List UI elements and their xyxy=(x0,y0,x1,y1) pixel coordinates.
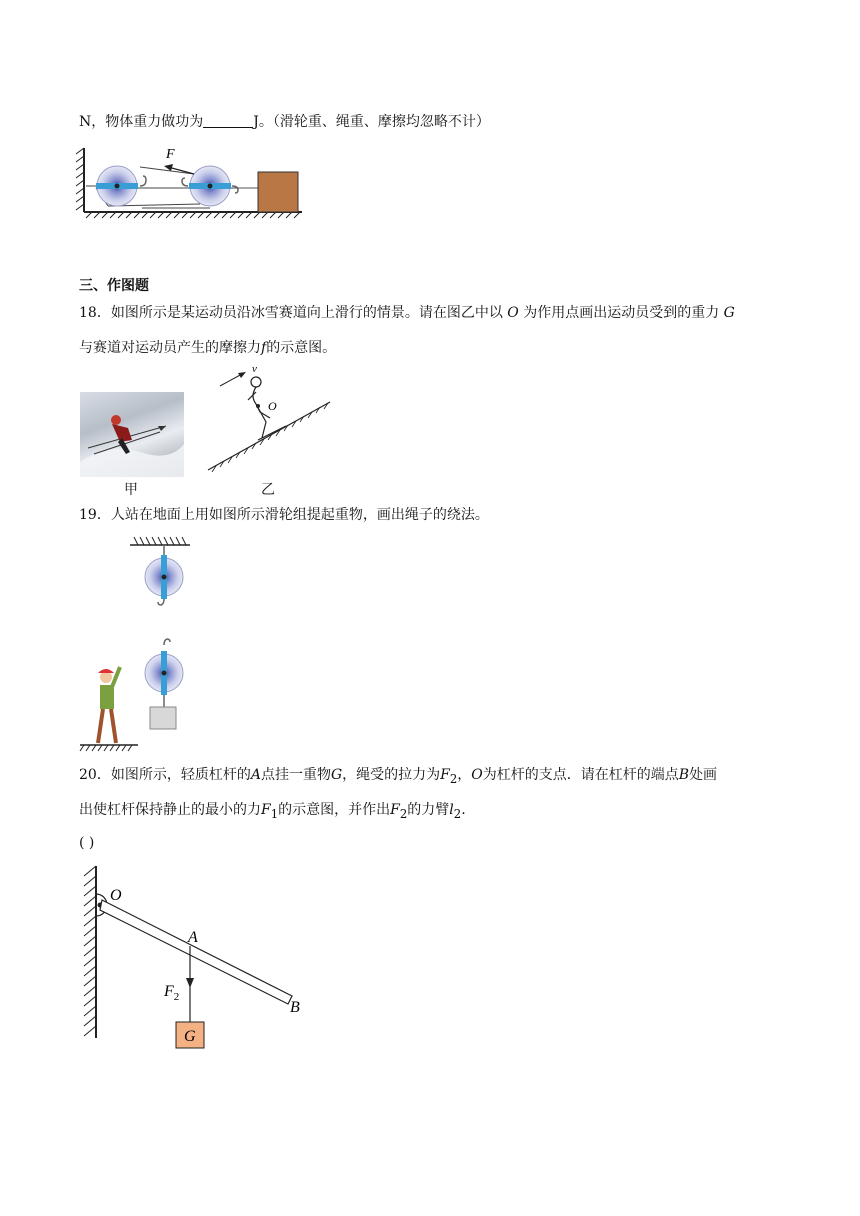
q19-pulley-figure xyxy=(76,535,196,753)
q20-l2-F1-sub: 1 xyxy=(270,806,279,821)
q17-answer-blank xyxy=(203,113,253,128)
q17-text xyxy=(79,112,490,132)
left-pulley xyxy=(96,166,146,206)
label-B: B xyxy=(290,999,300,1016)
label-O: O xyxy=(110,887,122,904)
label-A: A xyxy=(188,929,198,946)
stick-skier xyxy=(248,377,286,440)
q20-l2-c: 的力臂 xyxy=(407,802,450,818)
wall-hatching xyxy=(76,148,84,212)
ground-hatching xyxy=(84,212,302,218)
force-label-F: F xyxy=(166,147,175,162)
q18-l2-b: 的示意图。 xyxy=(266,340,337,356)
q20-l2-F2-sub: 2 xyxy=(399,806,408,821)
block xyxy=(258,172,298,212)
q19-text: 19．人站在地面上用如图所示滑轮组提起重物，画出绳子的绕法。 xyxy=(79,507,489,523)
q18-text-line1 xyxy=(79,303,735,323)
label-F2-letter: F xyxy=(164,983,174,1000)
q18-l1-a: 18．如图所示是某运动员沿冰雪赛道向上滑行的情景。请在图乙中以 xyxy=(79,305,503,321)
q20-l1-f: 处画 xyxy=(689,767,718,783)
section-title: 三、作图题 xyxy=(79,278,149,294)
q20-l1-e: 为杠杆的支点．请在杠杆的端点 xyxy=(482,767,679,783)
q20-l1-c: ，绳受的拉力为 xyxy=(342,767,441,783)
q18-slope-diagram xyxy=(200,362,340,474)
q20-l1-O: O xyxy=(471,767,483,783)
movable-pulley xyxy=(145,639,183,707)
q20-l1-A: A xyxy=(250,767,261,783)
fixed-pulley xyxy=(145,545,183,605)
label-G: G xyxy=(184,1028,196,1045)
label-F2 xyxy=(163,983,179,1003)
ceiling-hatching xyxy=(130,537,190,545)
q20-l1-B: B xyxy=(678,767,690,783)
lever-wall xyxy=(84,866,96,1038)
q20-l2-b: 的示意图，并作出 xyxy=(278,802,391,818)
q17-text-start: N，物体重力做功为 xyxy=(79,114,204,130)
q20-l2-F2: F xyxy=(390,802,400,818)
q20-l1-a: 20．如图所示，轻质杠杆的 xyxy=(79,767,251,783)
q18-l2-f: f xyxy=(261,340,267,356)
q18-l2-a: 与赛道对运动员产生的摩擦力 xyxy=(79,340,261,356)
q20-text-line1 xyxy=(79,765,717,789)
q20-l1-d: ， xyxy=(457,767,472,783)
q20-answer-paren: ( ) xyxy=(79,835,95,851)
q17-text-end: J。（滑轮重、绳重、摩擦均忽略不计） xyxy=(253,114,490,130)
weight-block xyxy=(150,707,176,729)
velocity-arrow xyxy=(220,372,246,386)
q20-l1-G: G xyxy=(330,767,343,783)
person xyxy=(98,667,120,743)
point-O xyxy=(256,404,260,408)
q20-l2-d: . xyxy=(461,802,466,818)
caption-jia: 甲 xyxy=(124,482,138,498)
caption-yi: 乙 xyxy=(261,482,275,498)
q20-l2-a: 出使杠杆保持静止的最小的力 xyxy=(79,802,261,818)
label-O: O xyxy=(268,399,277,413)
skier-photo xyxy=(80,392,184,477)
q18-text-line2 xyxy=(79,338,336,358)
q20-text-line2 xyxy=(79,800,466,824)
q18-l1-b: 为作用点画出运动员受到的重力 xyxy=(523,305,720,321)
label-F2-sub: 2 xyxy=(173,991,180,1003)
q20-l1-b: 点挂一重物 xyxy=(260,767,331,783)
skier-photo-figure xyxy=(80,392,184,477)
F2-arrowhead xyxy=(186,978,194,988)
q20-l2-l-sub: 2 xyxy=(453,806,462,821)
right-pulley xyxy=(182,166,258,206)
q20-l2-F1: F xyxy=(261,802,271,818)
label-v: v xyxy=(252,363,257,375)
q20-l2-l: l xyxy=(449,802,454,818)
lever-bar xyxy=(100,900,292,1004)
floor-hatching xyxy=(80,745,138,751)
q17-pulley-figure xyxy=(70,140,310,222)
q20-l1-F: F xyxy=(440,767,450,783)
q18-l1-O: O xyxy=(507,305,519,321)
q18-l1-G: G xyxy=(723,305,735,321)
q20-lever-diagram xyxy=(76,862,316,1054)
q20-l1-F-sub: 2 xyxy=(449,771,458,786)
